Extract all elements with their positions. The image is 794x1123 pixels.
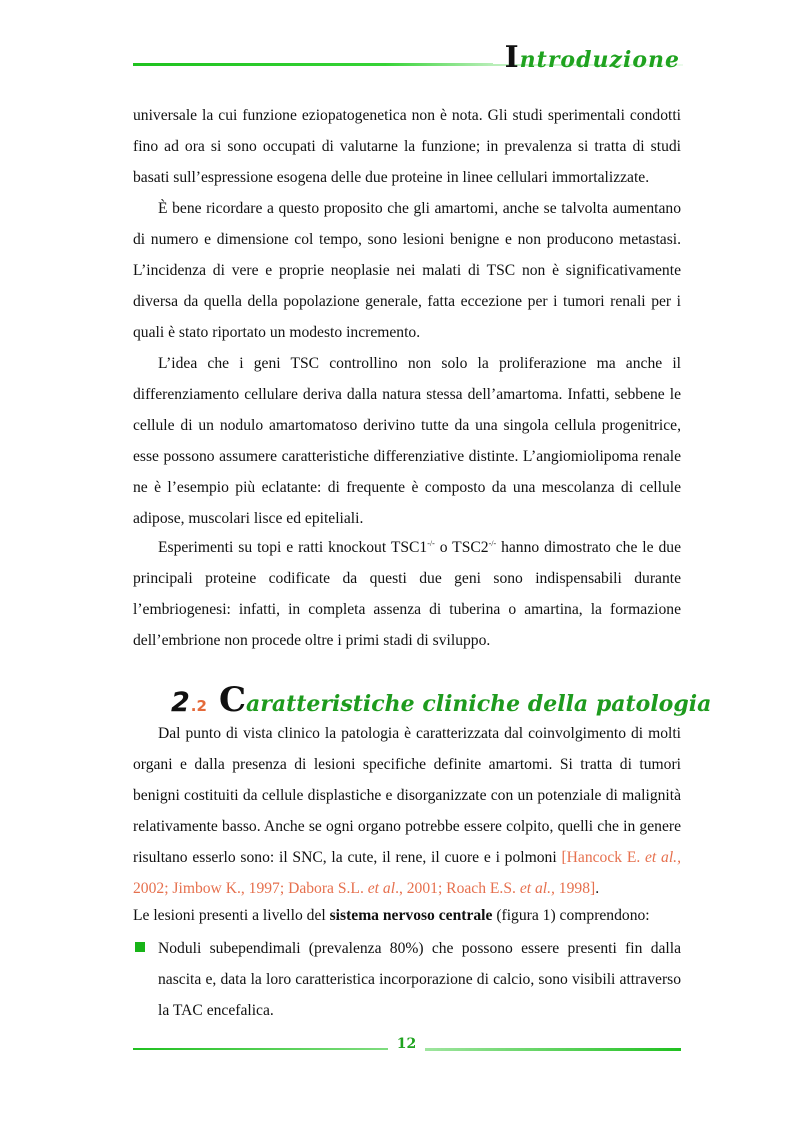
citation-part-1: [Hancock E. [561, 849, 646, 866]
running-header-text: ntroduzione [519, 47, 680, 73]
paragraph-2: È bene ricordare a questo proposito che gli amartomi, anche se talvolta aumentano di numero e dimensione col tempo, sono lesioni benigne e non producono metastasi. L’incidenza di vere e proprie neoplasie nei malati di TSC non è significativamente diversa da quella della popolazione generale, fatta eccezione per i tumori renali per i quali è stato riportato un modesto incremento. [133, 200, 681, 341]
running-header [505, 40, 680, 75]
citation-etal-1: et al., [645, 849, 681, 866]
citation-part-4: 1998] [554, 880, 596, 897]
paragraph-4-part-b: o TSC2 [434, 539, 489, 556]
paragraph-4 [133, 532, 681, 656]
paragraph-5-text: Dal punto di vista clinico la patologia è caratterizzata dal coinvolgimento di molti organi e dalla presenza di lesioni specifiche definite amartomi. Si tratta di tumori benigni costituiti da cellule displastiche e disorganizzate con un potenziale di malignità relativamente basso. Anche se ogni organo potrebbe essere colpito, quelli che in genere risultano esserlo sono: il SNC, la cute, il rene, il cuore e i polmoni [133, 725, 681, 866]
paragraph-6 [133, 900, 681, 931]
paragraph-6-part-a: Le lesioni presenti a livello del [133, 907, 330, 924]
section-subnumber: .2 [190, 697, 207, 715]
paragraph-5-end: . [595, 880, 600, 897]
bullet-list-item [133, 933, 681, 1026]
page-number: 12 [396, 1036, 417, 1052]
footer-rule-left [133, 1048, 388, 1050]
bullet-text: Noduli subependimali (prevalenza 80%) che possono essere presenti fin dalla nascita e, data la loro caratteristica incorporazione di calcio, sono visibili attraverso la TAC encefalica. [158, 940, 681, 1019]
citation-part-3: ., 2001; Roach E.S. [395, 880, 520, 897]
footer-rule-right [425, 1048, 681, 1051]
running-header-initial: I [504, 40, 520, 75]
paragraph-6-part-b: (figura 1) comprendono: [492, 907, 650, 924]
paragraph-4-part-c: hanno dimostrato che le due principali proteine codificate da questi due geni sono indispensabili durante l’embriogenesi: infatti, in completa assenza di tuberina o amartina, la formazione dell’embrione non procede oltre i primi stadi di sviluppo. [133, 539, 681, 649]
paragraph-4-part-a: Esperimenti su topi e ratti knockout TSC1 [158, 539, 428, 556]
header-rule [133, 63, 493, 66]
section-number: 2 [171, 687, 190, 718]
citation-etal-2: et al [367, 880, 396, 897]
section-title [218, 680, 712, 720]
section-title-text: aratteristiche cliniche della patologia [246, 691, 712, 717]
paragraph-6-bold: sistema nervoso centrale [329, 907, 493, 924]
citation-part-2: 2002; Jimbow K., 1997; Dabora S.L. [133, 880, 368, 897]
paragraph-1: universale la cui funzione eziopatogenetica non è nota. Gli studi sperimentali condotti fino ad ora si sono occupati di valutarne la funzione; in prevalenza si tratta di studi basati sull’espressione esogena delle due proteine in linee cellulari immortalizzate. [133, 107, 681, 186]
square-bullet-icon [135, 942, 145, 952]
superscript-tsc1: -/- [427, 538, 435, 548]
superscript-tsc2: -/- [488, 538, 497, 548]
paragraph-3: L’idea che i geni TSC controllino non solo la proliferazione ma anche il differenziamento cellulare deriva dalla natura stessa dell’amartoma. Infatti, sebbene le cellule di un nodulo amartomatoso derivino tutte da una singola cellula progenitrice, esse possono assumere caratteristiche differenziative distinte. L’angiomiolipoma renale ne è l’esempio più eclatante: di frequente è composto da una mescolanza di cellule adipose, muscolari lisce ed epiteliali. [133, 355, 681, 527]
paragraph-5 [133, 718, 681, 904]
section-title-initial: C [218, 680, 246, 720]
citation-etal-3: et al., [519, 880, 555, 897]
